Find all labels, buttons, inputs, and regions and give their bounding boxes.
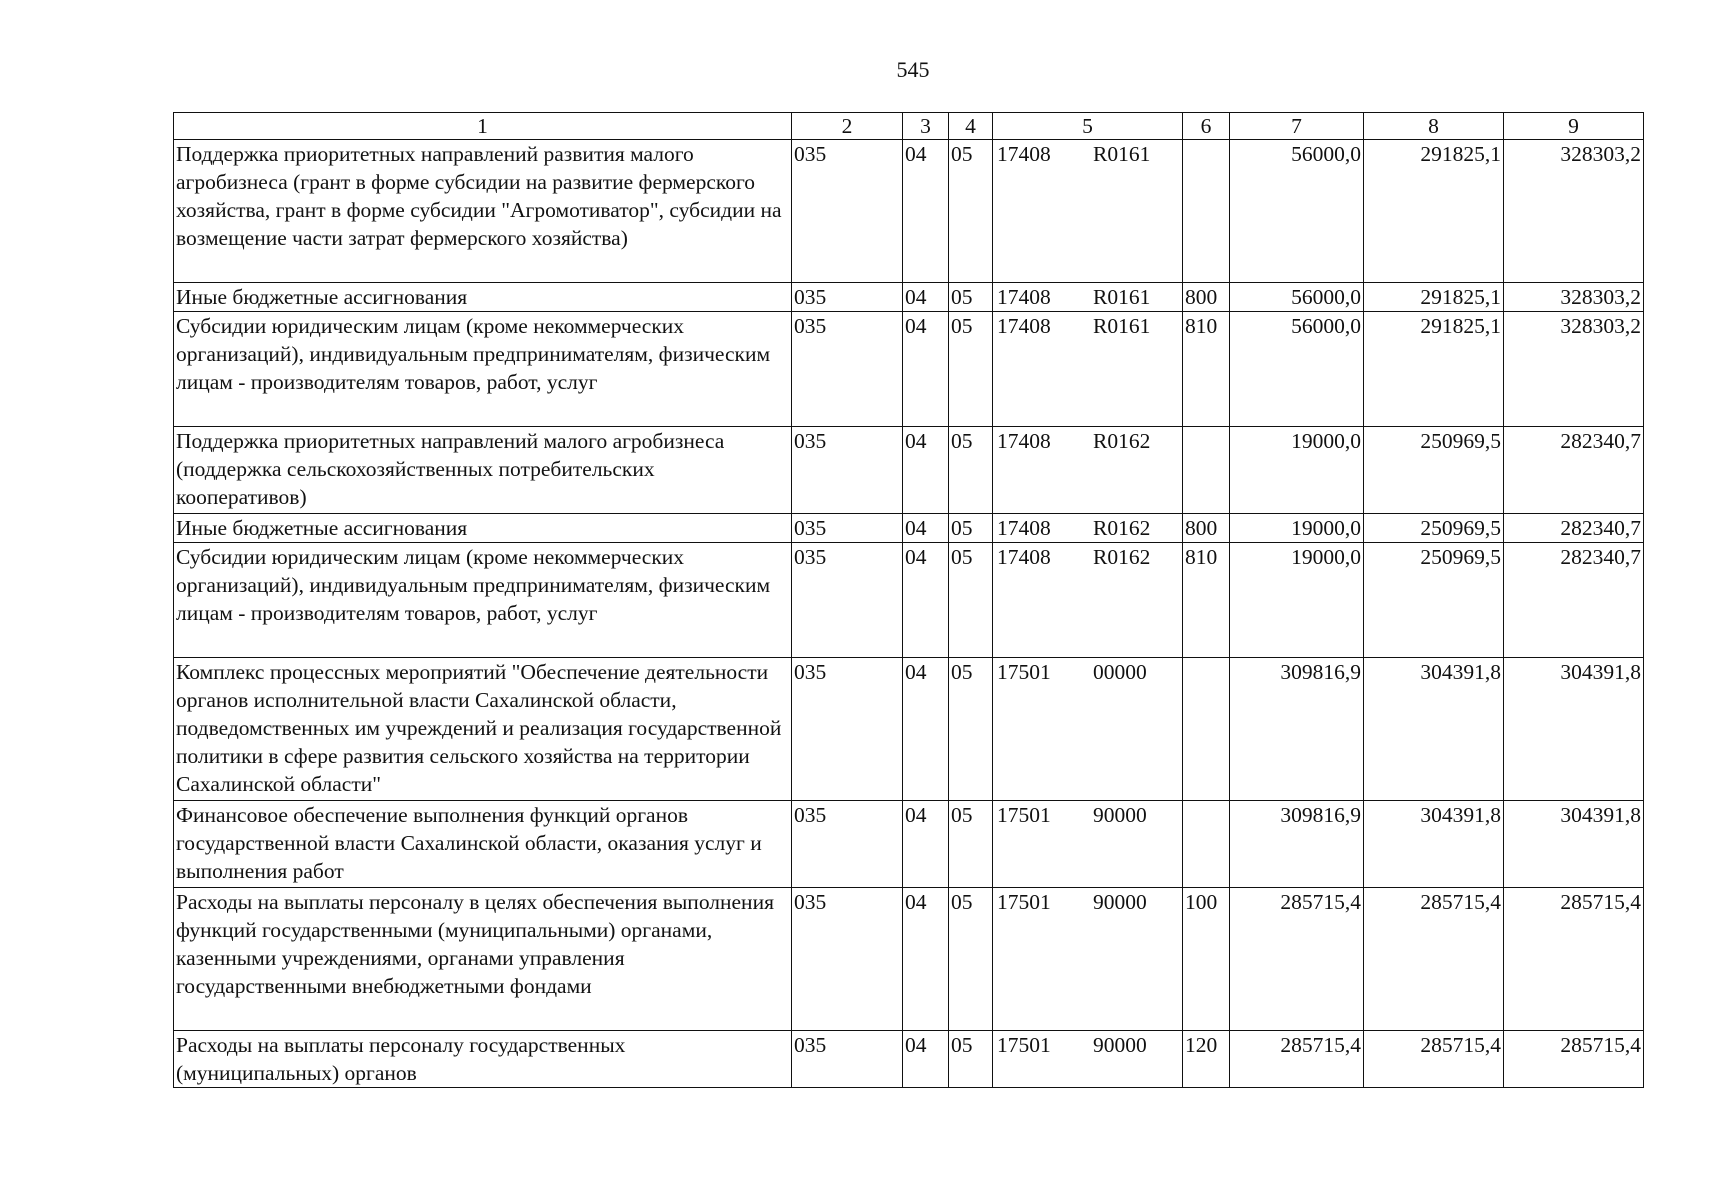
section-code-cell: 04 bbox=[903, 1031, 949, 1088]
item-name-cell: Комплекс процессных мероприятий "Обеспечение деятельности органов исполнительной власти Сахалинской области, подведомственных им учреждений и реализация государственной политики в сфере развития сельского хозяйства на территории Сахалинской области" bbox=[174, 658, 792, 801]
amount-2026-cell: 285715,4 bbox=[1504, 1031, 1644, 1088]
amount-2026-cell: 328303,2 bbox=[1504, 312, 1644, 427]
amount-2024-cell: 56000,0 bbox=[1230, 312, 1364, 427]
ministry-code-cell: 035 bbox=[792, 658, 903, 801]
program-code: 17408 bbox=[997, 142, 1051, 166]
expense-type-cell: 800 bbox=[1183, 514, 1230, 543]
table-row bbox=[174, 140, 1644, 283]
subsection-code-cell: 05 bbox=[949, 888, 993, 1031]
column-header: 6 bbox=[1183, 113, 1230, 140]
expense-type-cell bbox=[1183, 140, 1230, 283]
section-code-cell: 04 bbox=[903, 283, 949, 312]
amount-2025-cell: 304391,8 bbox=[1364, 801, 1504, 888]
program-code: 17408 bbox=[997, 429, 1051, 453]
table-row bbox=[174, 658, 1644, 801]
item-name-cell: Поддержка приоритетных направлений развития малого агробизнеса (грант в форме субсидии на развитие фермерского хозяйства, грант в форме субсидии "Агромотиватор", субсидии на возмещение части затрат фермерского хозяйства) bbox=[174, 140, 792, 283]
column-header: 9 bbox=[1504, 113, 1644, 140]
direction-code: 00000 bbox=[1093, 660, 1147, 684]
section-code-cell: 04 bbox=[903, 543, 949, 658]
section-code-cell: 04 bbox=[903, 312, 949, 427]
amount-2024-cell: 19000,0 bbox=[1230, 543, 1364, 658]
column-header: 1 bbox=[174, 113, 792, 140]
item-name-cell: Иные бюджетные ассигнования bbox=[174, 283, 792, 312]
subsection-code-cell: 05 bbox=[949, 283, 993, 312]
program-code: 17501 bbox=[997, 890, 1051, 914]
program-code: 17501 bbox=[997, 1033, 1051, 1057]
table-row bbox=[174, 312, 1644, 427]
program-code: 17408 bbox=[997, 314, 1051, 338]
amount-2025-cell: 250969,5 bbox=[1364, 427, 1504, 514]
section-code-cell: 04 bbox=[903, 140, 949, 283]
amount-2025-cell: 285715,4 bbox=[1364, 1031, 1504, 1088]
column-header: 8 bbox=[1364, 113, 1504, 140]
amount-2024-cell: 56000,0 bbox=[1230, 283, 1364, 312]
page-number: 545 bbox=[896, 57, 930, 82]
direction-code: R0162 bbox=[1093, 429, 1151, 453]
expense-type-cell: 810 bbox=[1183, 543, 1230, 658]
target-article-cell bbox=[993, 427, 1183, 514]
amount-2026-cell: 282340,7 bbox=[1504, 543, 1644, 658]
subsection-code-cell: 05 bbox=[949, 312, 993, 427]
direction-code: R0161 bbox=[1093, 285, 1151, 309]
table-row bbox=[174, 801, 1644, 888]
expense-type-cell bbox=[1183, 658, 1230, 801]
table-row bbox=[174, 1031, 1644, 1088]
amount-2024-cell: 285715,4 bbox=[1230, 888, 1364, 1031]
item-name-cell: Иные бюджетные ассигнования bbox=[174, 514, 792, 543]
amount-2025-cell: 250969,5 bbox=[1364, 543, 1504, 658]
amount-2026-cell: 328303,2 bbox=[1504, 140, 1644, 283]
direction-code: 90000 bbox=[1093, 803, 1147, 827]
table-row bbox=[174, 543, 1644, 658]
ministry-code-cell: 035 bbox=[792, 1031, 903, 1088]
subsection-code-cell: 05 bbox=[949, 427, 993, 514]
subsection-code-cell: 05 bbox=[949, 801, 993, 888]
direction-code: R0162 bbox=[1093, 545, 1151, 569]
budget-table bbox=[173, 112, 1644, 1088]
amount-2025-cell: 304391,8 bbox=[1364, 658, 1504, 801]
subsection-code-cell: 05 bbox=[949, 140, 993, 283]
amount-2026-cell: 304391,8 bbox=[1504, 801, 1644, 888]
program-code: 17408 bbox=[997, 285, 1051, 309]
ministry-code-cell: 035 bbox=[792, 514, 903, 543]
direction-code: R0161 bbox=[1093, 142, 1151, 166]
section-code-cell: 04 bbox=[903, 801, 949, 888]
table-row bbox=[174, 888, 1644, 1031]
item-name-cell: Финансовое обеспечение выполнения функций органов государственной власти Сахалинской области, оказания услуг и выполнения работ bbox=[174, 801, 792, 888]
program-code: 17501 bbox=[997, 660, 1051, 684]
amount-2024-cell: 285715,4 bbox=[1230, 1031, 1364, 1088]
ministry-code-cell: 035 bbox=[792, 140, 903, 283]
direction-code: R0161 bbox=[1093, 314, 1151, 338]
column-header: 3 bbox=[903, 113, 949, 140]
expense-type-cell bbox=[1183, 427, 1230, 514]
target-article-cell bbox=[993, 283, 1183, 312]
amount-2026-cell: 282340,7 bbox=[1504, 514, 1644, 543]
amount-2026-cell: 304391,8 bbox=[1504, 658, 1644, 801]
table-row bbox=[174, 514, 1644, 543]
section-code-cell: 04 bbox=[903, 427, 949, 514]
program-code: 17408 bbox=[997, 545, 1051, 569]
subsection-code-cell: 05 bbox=[949, 543, 993, 658]
direction-code: R0162 bbox=[1093, 516, 1151, 540]
expense-type-cell: 100 bbox=[1183, 888, 1230, 1031]
target-article-cell bbox=[993, 514, 1183, 543]
direction-code: 90000 bbox=[1093, 890, 1147, 914]
target-article-cell bbox=[993, 543, 1183, 658]
item-name-cell: Расходы на выплаты персоналу в целях обеспечения выполнения функций государственными (муниципальными) органами, казенными учреждениями, органами управления государственными внебюджетными фондами bbox=[174, 888, 792, 1031]
program-code: 17501 bbox=[997, 803, 1051, 827]
subsection-code-cell: 05 bbox=[949, 658, 993, 801]
column-header: 2 bbox=[792, 113, 903, 140]
target-article-cell bbox=[993, 888, 1183, 1031]
header-row bbox=[174, 113, 1644, 140]
item-name-cell: Поддержка приоритетных направлений малого агробизнеса (поддержка сельскохозяйственных потребительских кооперативов) bbox=[174, 427, 792, 514]
ministry-code-cell: 035 bbox=[792, 312, 903, 427]
amount-2026-cell: 285715,4 bbox=[1504, 888, 1644, 1031]
item-name-cell: Расходы на выплаты персоналу государственных (муниципальных) органов bbox=[174, 1031, 792, 1088]
table-row bbox=[174, 427, 1644, 514]
amount-2025-cell: 291825,1 bbox=[1364, 283, 1504, 312]
amount-2025-cell: 291825,1 bbox=[1364, 312, 1504, 427]
target-article-cell bbox=[993, 1031, 1183, 1088]
ministry-code-cell: 035 bbox=[792, 283, 903, 312]
amount-2024-cell: 19000,0 bbox=[1230, 427, 1364, 514]
amount-2024-cell: 309816,9 bbox=[1230, 801, 1364, 888]
amount-2025-cell: 291825,1 bbox=[1364, 140, 1504, 283]
amount-2024-cell: 309816,9 bbox=[1230, 658, 1364, 801]
ministry-code-cell: 035 bbox=[792, 801, 903, 888]
section-code-cell: 04 bbox=[903, 888, 949, 1031]
amount-2024-cell: 19000,0 bbox=[1230, 514, 1364, 543]
amount-2025-cell: 250969,5 bbox=[1364, 514, 1504, 543]
amount-2026-cell: 328303,2 bbox=[1504, 283, 1644, 312]
ministry-code-cell: 035 bbox=[792, 543, 903, 658]
target-article-cell bbox=[993, 801, 1183, 888]
expense-type-cell bbox=[1183, 801, 1230, 888]
ministry-code-cell: 035 bbox=[792, 888, 903, 1031]
target-article-cell bbox=[993, 140, 1183, 283]
target-article-cell bbox=[993, 658, 1183, 801]
expense-type-cell: 800 bbox=[1183, 283, 1230, 312]
target-article-cell bbox=[993, 312, 1183, 427]
item-name-cell: Субсидии юридическим лицам (кроме некоммерческих организаций), индивидуальным предпринимателям, физическим лицам - производителям товаров, работ, услуг bbox=[174, 543, 792, 658]
amount-2025-cell: 285715,4 bbox=[1364, 888, 1504, 1031]
subsection-code-cell: 05 bbox=[949, 1031, 993, 1088]
program-code: 17408 bbox=[997, 516, 1051, 540]
direction-code: 90000 bbox=[1093, 1033, 1147, 1057]
column-header: 7 bbox=[1230, 113, 1364, 140]
table-row bbox=[174, 283, 1644, 312]
column-header: 4 bbox=[949, 113, 993, 140]
expense-type-cell: 120 bbox=[1183, 1031, 1230, 1088]
section-code-cell: 04 bbox=[903, 658, 949, 801]
ministry-code-cell: 035 bbox=[792, 427, 903, 514]
section-code-cell: 04 bbox=[903, 514, 949, 543]
amount-2024-cell: 56000,0 bbox=[1230, 140, 1364, 283]
expense-type-cell: 810 bbox=[1183, 312, 1230, 427]
item-name-cell: Субсидии юридическим лицам (кроме некоммерческих организаций), индивидуальным предпринимателям, физическим лицам - производителям товаров, работ, услуг bbox=[174, 312, 792, 427]
subsection-code-cell: 05 bbox=[949, 514, 993, 543]
amount-2026-cell: 282340,7 bbox=[1504, 427, 1644, 514]
column-header: 5 bbox=[993, 113, 1183, 140]
